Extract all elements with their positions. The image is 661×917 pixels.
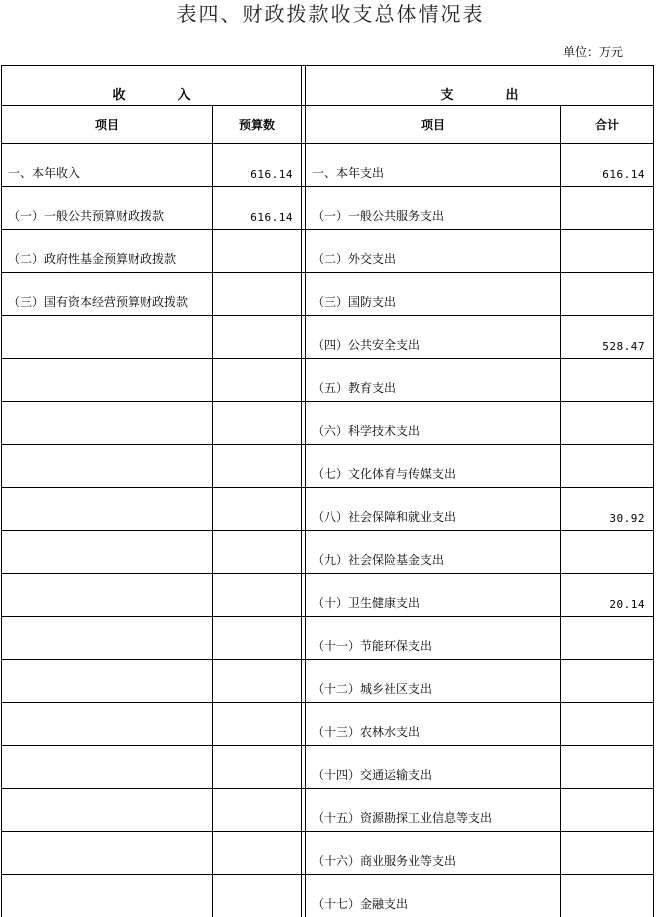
income-item-cell: （三）国有资本经营预算财政拨款 <box>2 273 213 316</box>
expense-item-cell: （十六）商业服务业等支出 <box>306 832 561 875</box>
income-item-cell <box>2 746 213 789</box>
expense-total-cell <box>561 746 654 789</box>
expense-item-cell: （一）一般公共服务支出 <box>306 187 561 230</box>
table-row <box>2 789 654 832</box>
expense-item-cell: 一、本年支出 <box>306 144 561 187</box>
expense-total-cell <box>561 273 654 316</box>
income-budget-cell: 616.14 <box>213 187 302 230</box>
income-budget-cell <box>213 746 302 789</box>
table-row <box>2 316 654 359</box>
income-budget-cell <box>213 488 302 531</box>
expense-item-cell: （七）文化体育与传媒支出 <box>306 445 561 488</box>
expense-total-cell <box>561 617 654 660</box>
expense-item-cell: （六）科学技术支出 <box>306 402 561 445</box>
table-row <box>2 402 654 445</box>
table-row <box>2 746 654 789</box>
income-budget-cell <box>213 273 302 316</box>
income-budget-cell <box>213 402 302 445</box>
expense-item-cell: （十一）节能环保支出 <box>306 617 561 660</box>
income-budget-cell <box>213 359 302 402</box>
table-row <box>2 230 654 273</box>
income-budget-cell <box>213 316 302 359</box>
table-row <box>2 359 654 402</box>
table-row <box>2 488 654 531</box>
expense-total-cell <box>561 789 654 832</box>
expense-total-cell: 616.14 <box>561 144 654 187</box>
income-item-cell: 一、本年收入 <box>2 144 213 187</box>
income-budget-cell <box>213 789 302 832</box>
expense-item-cell: （三）国防支出 <box>306 273 561 316</box>
section-header-row <box>2 66 654 106</box>
income-budget-cell <box>213 574 302 617</box>
expense-total-cell <box>561 832 654 875</box>
expense-item-cell: （十）卫生健康支出 <box>306 574 561 617</box>
income-budget-cell: 616.14 <box>213 144 302 187</box>
income-item-cell: （一）一般公共预算财政拨款 <box>2 187 213 230</box>
income-item-cell <box>2 660 213 703</box>
table-row <box>2 187 654 230</box>
expense-item-cell: （十七）金融支出 <box>306 875 561 917</box>
expense-item-cell: （十三）农林水支出 <box>306 703 561 746</box>
income-item-cell <box>2 617 213 660</box>
table-row <box>2 574 654 617</box>
table-row <box>2 445 654 488</box>
budget-table <box>1 65 654 917</box>
expense-total-cell: 20.14 <box>561 574 654 617</box>
income-budget-cell <box>213 230 302 273</box>
income-item-cell <box>2 445 213 488</box>
income-item-header: 项目 <box>2 106 213 144</box>
table-row <box>2 875 654 917</box>
income-item-cell <box>2 359 213 402</box>
expense-item-cell: （十五）资源勘探工业信息等支出 <box>306 789 561 832</box>
expense-total-cell <box>561 660 654 703</box>
income-item-cell <box>2 832 213 875</box>
income-item-cell: （二）政府性基金预算财政拨款 <box>2 230 213 273</box>
expense-item-cell: （五）教育支出 <box>306 359 561 402</box>
table-row <box>2 531 654 574</box>
income-item-cell <box>2 703 213 746</box>
expense-total-cell <box>561 445 654 488</box>
expense-total-cell <box>561 703 654 746</box>
income-budget-cell <box>213 703 302 746</box>
expense-total-cell <box>561 230 654 273</box>
table-row <box>2 703 654 746</box>
table-row <box>2 660 654 703</box>
income-budget-cell <box>213 832 302 875</box>
unit-label: 单位：万元 <box>563 44 623 60</box>
expense-section-header: 支 出 <box>306 66 654 106</box>
expense-total-cell <box>561 531 654 574</box>
expense-item-cell: （八）社会保障和就业支出 <box>306 488 561 531</box>
expense-total-cell: 528.47 <box>561 316 654 359</box>
table-row <box>2 832 654 875</box>
expense-total-header: 合计 <box>561 106 654 144</box>
income-section-header: 收 入 <box>2 66 302 106</box>
expense-total-cell: 30.92 <box>561 488 654 531</box>
expense-total-cell <box>561 402 654 445</box>
income-item-cell <box>2 531 213 574</box>
column-header-row <box>2 106 654 144</box>
table-row <box>2 144 654 187</box>
income-budget-cell <box>213 660 302 703</box>
expense-total-cell <box>561 359 654 402</box>
income-item-cell <box>2 789 213 832</box>
expense-item-cell: （九）社会保险基金支出 <box>306 531 561 574</box>
income-budget-cell <box>213 875 302 917</box>
table-row <box>2 617 654 660</box>
income-budget-cell <box>213 531 302 574</box>
income-budget-cell <box>213 617 302 660</box>
income-budget-cell <box>213 445 302 488</box>
expense-item-cell: （四）公共安全支出 <box>306 316 561 359</box>
income-item-cell <box>2 402 213 445</box>
table-row <box>2 273 654 316</box>
expense-item-cell: （十二）城乡社区支出 <box>306 660 561 703</box>
expense-total-cell <box>561 187 654 230</box>
expense-item-cell: （二）外交支出 <box>306 230 561 273</box>
expense-total-cell <box>561 875 654 917</box>
income-item-cell <box>2 316 213 359</box>
income-budget-header: 预算数 <box>213 106 302 144</box>
expense-item-header: 项目 <box>306 106 561 144</box>
income-item-cell <box>2 574 213 617</box>
income-item-cell <box>2 875 213 917</box>
income-item-cell <box>2 488 213 531</box>
expense-item-cell: （十四）交通运输支出 <box>306 746 561 789</box>
page-title: 表四、财政拨款收支总体情况表 <box>0 0 661 30</box>
